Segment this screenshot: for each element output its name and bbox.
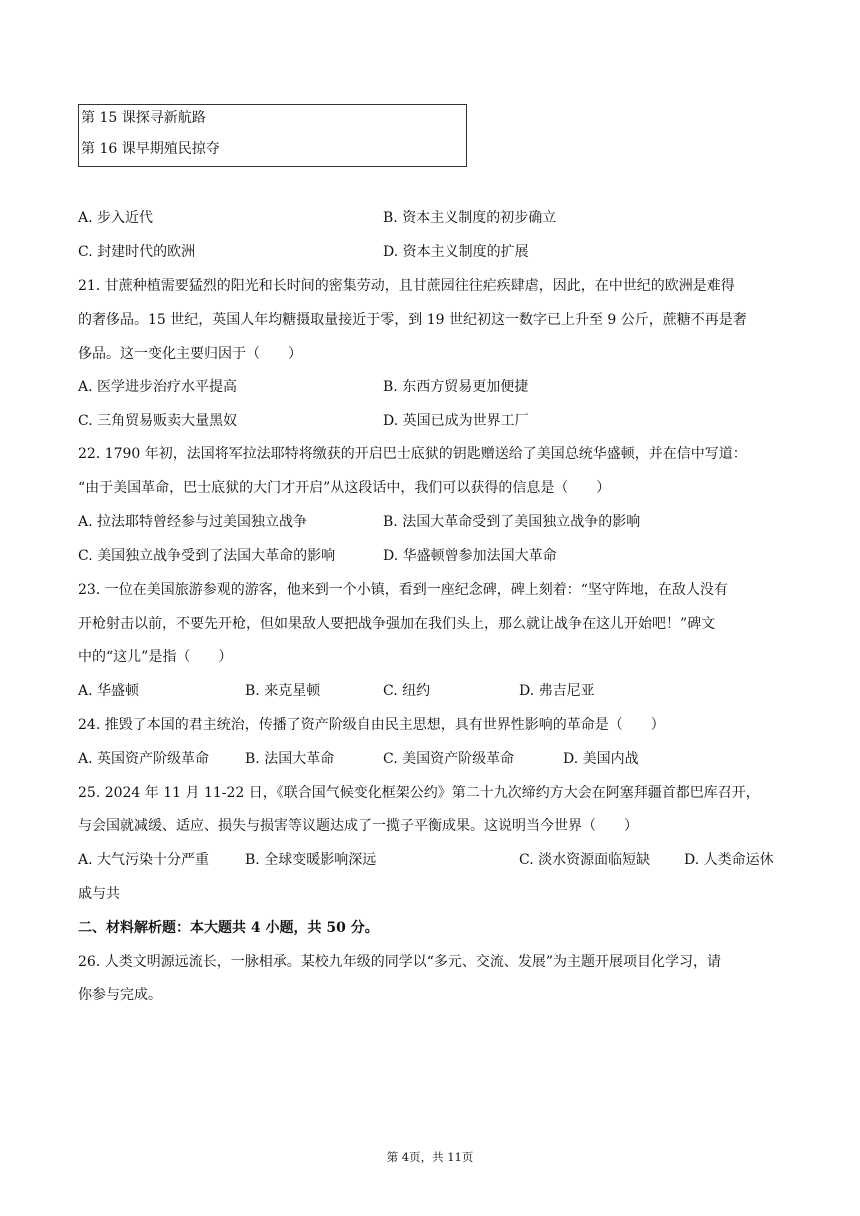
- q25-option-d-wrap: 戚与共: [78, 886, 120, 902]
- q24-option-c: C. 美国资产阶级革命: [383, 751, 515, 767]
- q22-stem-line2: “由于美国革命，巴士底狱的大门才开启”从这段话中，我们可以获得的信息是（ ）: [78, 480, 611, 496]
- lesson-16: 第 16 课早期殖民掠夺: [81, 141, 220, 157]
- lesson-15: 第 15 课探寻新航路: [81, 110, 206, 126]
- lesson-box: [78, 104, 467, 167]
- q21-option-c: C. 三角贸易贩卖大量黑奴: [78, 413, 238, 429]
- q23-stem-line2: 开枪射击以前，不要先开枪，但如果敌人要把战争强加在我们头上，那么就让战争在这儿开始吧！”碑文: [78, 616, 716, 632]
- q21-stem-line3: 侈品。这一变化主要归因于（ ）: [78, 346, 302, 362]
- q26-stem-line2: 你参与完成。: [78, 987, 162, 1003]
- q25-option-a: A. 大气污染十分严重: [78, 852, 210, 868]
- q22-option-c: C. 美国独立战争受到了法国大革命的影响: [78, 548, 336, 564]
- q25-option-b: B. 全球变暖影响深远: [245, 852, 377, 868]
- q22-option-d: D. 华盛顿曾参加法国大革命: [383, 548, 557, 564]
- q25-option-d: D. 人类命运休: [684, 852, 774, 868]
- q23-option-b: B. 来克星顿: [245, 683, 321, 699]
- q20-option-c: C. 封建时代的欧洲: [78, 244, 196, 260]
- q26-stem-line1: 26. 人类文明源远流长，一脉相承。某校九年级的同学以“多元、交流、发展”为主题开展项目化学习，请: [78, 954, 722, 970]
- q23-option-d: D. 弗吉尼亚: [519, 683, 595, 699]
- q22-option-a: A. 拉法耶特曾经参与过美国独立战争: [78, 514, 308, 530]
- q20-option-d: D. 资本主义制度的扩展: [383, 244, 529, 260]
- q24-option-d: D. 美国内战: [563, 751, 639, 767]
- q25-option-c: C. 淡水资源面临短缺: [519, 852, 651, 868]
- q23-stem-line1: 23. 一位在美国旅游参观的游客，他来到一个小镇，看到一座纪念碑，碑上刻着：“坚守阵地，在敌人没有: [78, 582, 728, 598]
- q21-stem-line2: 的奢侈品。15 世纪，英国人年均糖摄取量接近于零，到 19 世纪初这一数字已上升至 9 公斤，蔗糖不再是奢: [78, 312, 747, 328]
- q22-option-b: B. 法国大革命受到了美国独立战争的影响: [383, 514, 641, 530]
- q20-option-a: A. 步入近代: [78, 210, 154, 226]
- q20-option-b: B. 资本主义制度的初步确立: [383, 210, 557, 226]
- q23-stem-line3: 中的“这儿”是指（ ）: [78, 649, 233, 665]
- q21-stem-line1: 21. 甘蔗种植需要猛烈的阳光和长时间的密集劳动，且甘蔗园往往疟疾肆虐，因此，在中世纪的欧洲是难得: [78, 278, 735, 294]
- q21-option-a: A. 医学进步治疗水平提高: [78, 379, 238, 395]
- q25-stem-line1: 25. 2024 年 11 月 11-22 日，《联合国气候变化框架公约》第二十九次缔约方大会在阿塞拜疆首都巴库召开，: [78, 785, 760, 801]
- page-footer: 第 4页，共 11页: [386, 1150, 474, 1164]
- q24-option-b: B. 法国大革命: [245, 751, 335, 767]
- q21-option-d: D. 英国已成为世界工厂: [383, 413, 529, 429]
- q22-stem-line1: 22. 1790 年初，法国将军拉法耶特将缴获的开启巴士底狱的钥匙赠送给了美国总统华盛顿，并在信中写道：: [78, 446, 747, 462]
- q23-option-a: A. 华盛顿: [78, 683, 140, 699]
- section-heading: 二、材料解析题：本大题共 4 小题，共 50 分。: [78, 920, 379, 936]
- q24-option-a: A. 英国资产阶级革命: [78, 751, 210, 767]
- q23-option-c: C. 纽约: [383, 683, 431, 699]
- q21-option-b: B. 东西方贸易更加便捷: [383, 379, 529, 395]
- q25-stem-line2: 与会国就减缓、适应、损失与损害等议题达成了一揽子平衡成果。这说明当今世界（ ）: [78, 818, 638, 834]
- q24-stem-line1: 24. 推毁了本国的君主统治，传播了资产阶级自由民主思想，具有世界性影响的革命是（ ）: [78, 717, 665, 733]
